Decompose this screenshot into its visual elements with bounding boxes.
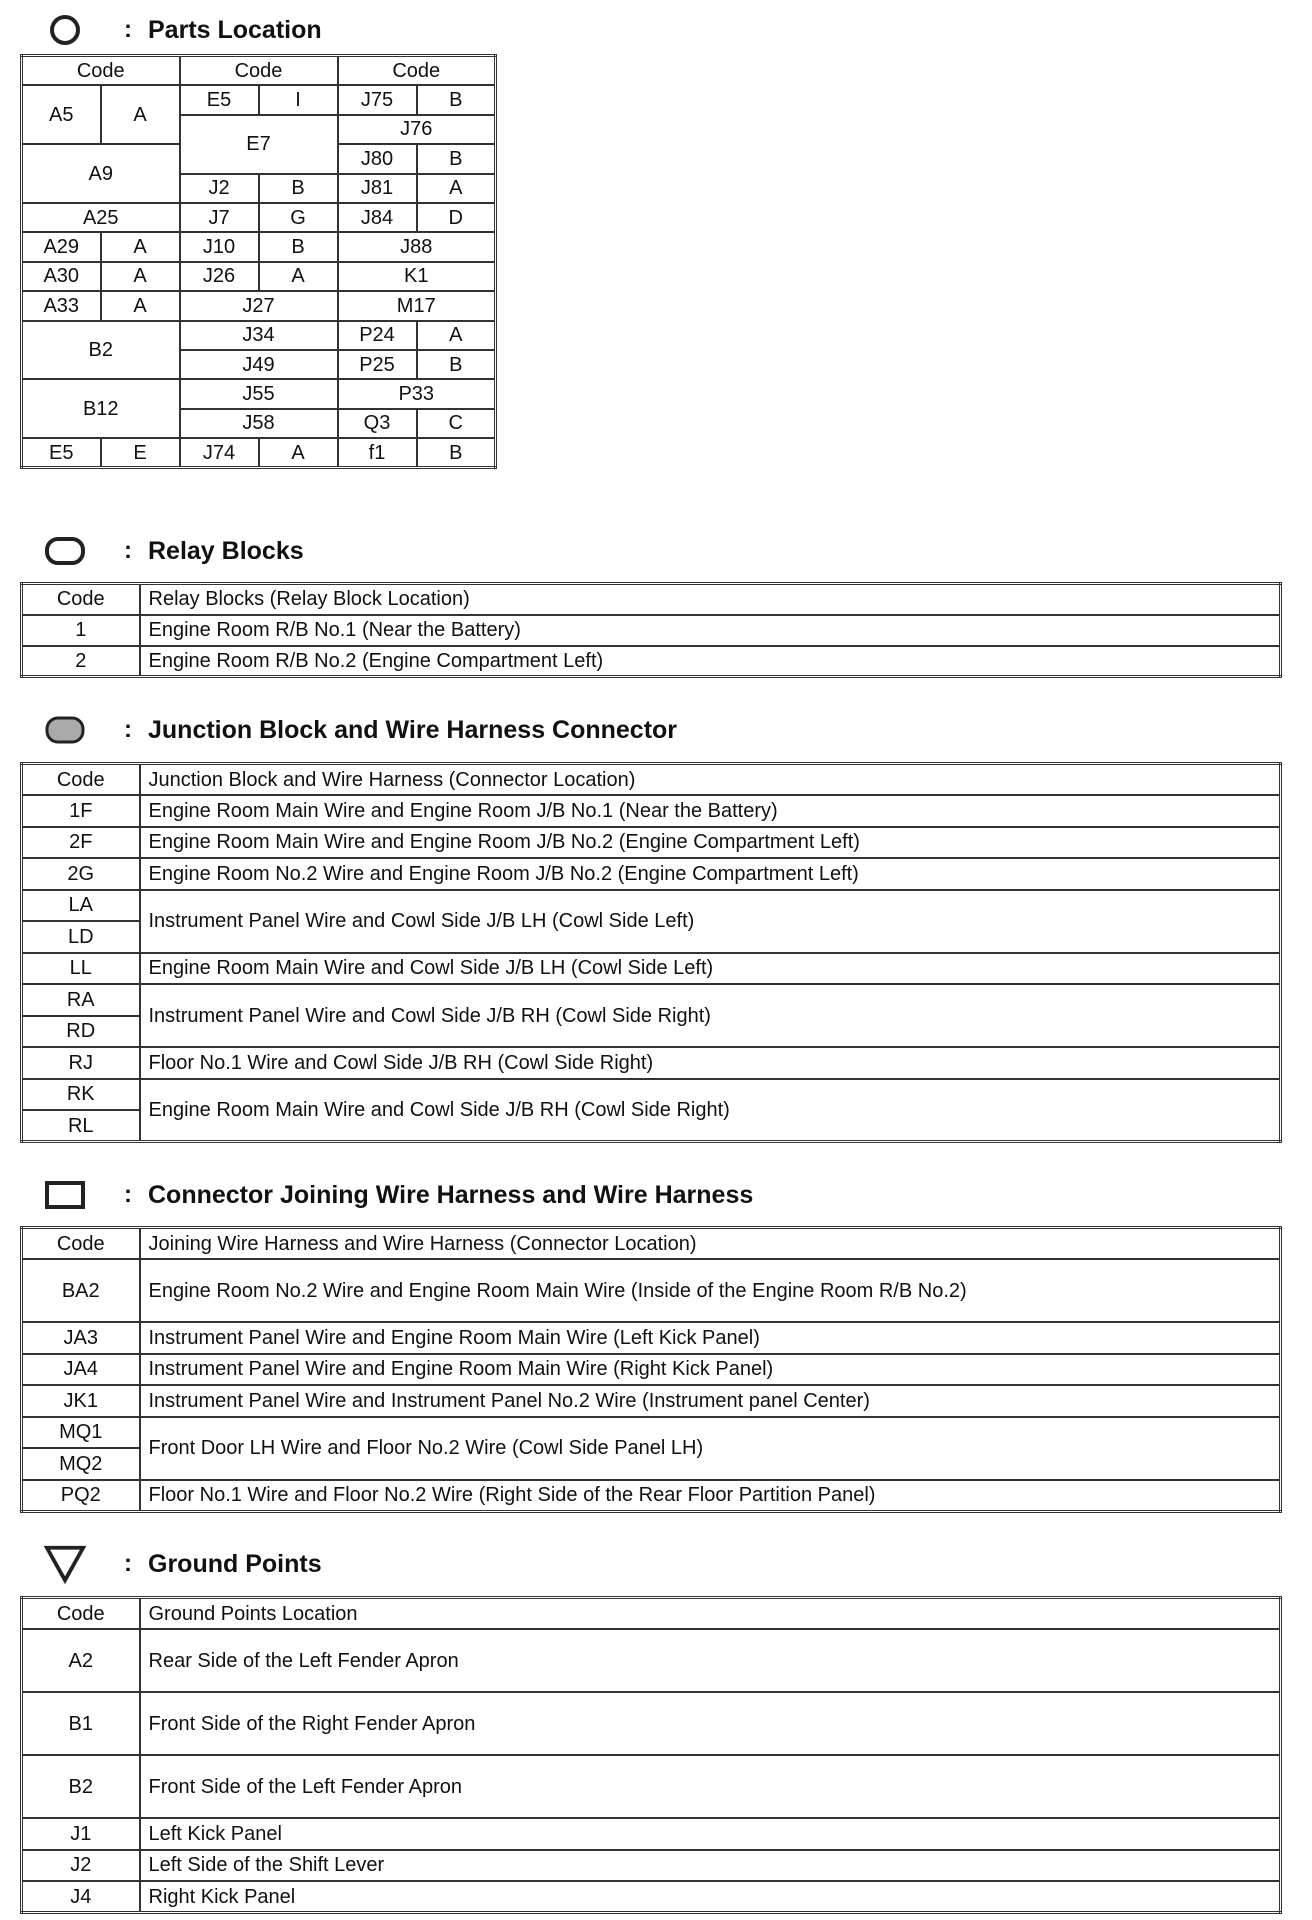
code-cell: J74 [180,438,259,468]
code-cell: A33 [22,291,101,320]
letter-cell: B [259,174,338,203]
rounded-rect-icon [44,533,86,569]
code-cell: B2 [22,1755,140,1818]
table-row [22,1354,1281,1386]
desc-cell: Left Kick Panel [140,1818,1281,1850]
code-cell: 2G [22,858,140,890]
letter-cell: A [101,85,180,144]
desc-cell: Left Side of the Shift Lever [140,1850,1281,1882]
table-header-row [22,584,1281,615]
code-cell: J7 [180,203,259,232]
table-header-row [22,1598,1281,1630]
colon: : [124,1181,132,1208]
code-cell: J4 [22,1881,140,1913]
ground-points-title: Ground Points [148,1549,322,1578]
code-cell: P25 [338,350,417,379]
letter-cell: B [417,85,496,114]
code-cell: JA4 [22,1354,140,1386]
code-cell: RK [22,1079,140,1111]
header-cell: Code [22,56,180,86]
header-desc-cell: Relay Blocks (Relay Block Location) [140,584,1281,615]
letter-cell: B [259,232,338,261]
table-row [22,291,496,320]
desc-cell: Front Side of the Right Fender Apron [140,1692,1281,1755]
table-row [22,379,496,408]
code-cell: A25 [22,203,180,232]
table-row [22,1259,1281,1322]
letter-cell: A [417,174,496,203]
desc-cell: Engine Room No.2 Wire and Engine Room J/B No.2 (Engine Compartment Left) [140,858,1281,890]
table-row [22,321,496,350]
desc-cell: Front Side of the Left Fender Apron [140,1755,1281,1818]
code-cell: RA [22,984,140,1016]
desc-cell: Floor No.1 Wire and Cowl Side J/B RH (Cowl Side Right) [140,1047,1281,1079]
header-code-cell: Code [22,764,140,796]
table-row [22,984,1281,1016]
parts-location-table [20,54,497,469]
header-cell: Code [338,56,496,86]
parts-location-header [44,12,322,48]
header-desc-cell: Junction Block and Wire Harness (Connector Location) [140,764,1281,796]
desc-cell: Engine Room Main Wire and Cowl Side J/B LH (Cowl Side Left) [140,953,1281,985]
junction-block-table [20,762,1282,1143]
colon: : [124,1550,132,1577]
code-cell: MQ2 [22,1448,140,1480]
code-cell: Q3 [338,409,417,438]
letter-cell: E [101,438,180,468]
code-cell: PQ2 [22,1480,140,1512]
table-row [22,953,1281,985]
code-cell: M17 [338,291,496,320]
header-code-cell: Code [22,1598,140,1630]
desc-cell: Instrument Panel Wire and Cowl Side J/B RH (Cowl Side Right) [140,984,1281,1047]
desc-cell: Floor No.1 Wire and Floor No.2 Wire (Right Side of the Rear Floor Partition Panel) [140,1480,1281,1512]
table-row [22,858,1281,890]
connector-header [44,1177,753,1213]
colon: : [124,716,132,743]
code-cell: 1 [22,615,140,646]
code-cell: LD [22,921,140,953]
code-cell: B1 [22,1692,140,1755]
code-cell: J55 [180,379,338,408]
code-cell: J34 [180,321,338,350]
code-cell: J76 [338,115,496,144]
desc-cell: Engine Room R/B No.2 (Engine Compartment Left) [140,646,1281,677]
letter-cell: C [417,409,496,438]
letter-cell: I [259,85,338,114]
table-row [22,56,496,86]
code-cell: K1 [338,262,496,291]
desc-cell: Engine Room Main Wire and Engine Room J/B No.1 (Near the Battery) [140,795,1281,827]
table-row [22,890,1281,922]
parts-location-title: Parts Location [148,15,322,44]
code-cell: BA2 [22,1259,140,1322]
code-cell: E5 [22,438,101,468]
table-row [22,85,496,114]
square-icon [44,1177,86,1213]
code-cell: J80 [338,144,417,173]
ground-points-header [44,1546,322,1582]
colon: : [124,537,132,564]
letter-cell: B [417,144,496,173]
table-row [22,827,1281,859]
table-row [22,1079,1281,1111]
triangle-icon [44,1546,86,1582]
table-row [22,1881,1281,1913]
code-cell: J10 [180,232,259,261]
header-desc-cell: Ground Points Location [140,1598,1281,1630]
code-cell: J58 [180,409,338,438]
table-row [22,1480,1281,1512]
table-row [22,232,496,261]
relay-blocks-title: Relay Blocks [148,536,304,565]
desc-cell: Front Door LH Wire and Floor No.2 Wire (Cowl Side Panel LH) [140,1417,1281,1480]
code-cell: B2 [22,321,180,380]
table-row [22,1385,1281,1417]
code-cell: RD [22,1016,140,1048]
code-cell: f1 [338,438,417,468]
table-row [22,1629,1281,1692]
letter-cell: D [417,203,496,232]
desc-cell: Engine Room Main Wire and Engine Room J/B No.2 (Engine Compartment Left) [140,827,1281,859]
code-cell: J26 [180,262,259,291]
code-cell: JK1 [22,1385,140,1417]
code-cell: A2 [22,1629,140,1692]
code-cell: J88 [338,232,496,261]
code-cell: A29 [22,232,101,261]
code-cell: 1F [22,795,140,827]
code-cell: J2 [180,174,259,203]
header-cell: Code [180,56,338,86]
shaded-rounded-rect-icon [44,712,86,748]
desc-cell: Engine Room R/B No.1 (Near the Battery) [140,615,1281,646]
code-cell: P24 [338,321,417,350]
header-desc-cell: Joining Wire Harness and Wire Harness (Connector Location) [140,1228,1281,1260]
desc-cell: Instrument Panel Wire and Engine Room Main Wire (Right Kick Panel) [140,1354,1281,1386]
table-row [22,646,1281,677]
table-row [22,1692,1281,1755]
table-header-row [22,764,1281,796]
desc-cell: Instrument Panel Wire and Instrument Panel No.2 Wire (Instrument panel Center) [140,1385,1281,1417]
table-row [22,795,1281,827]
letter-cell: G [259,203,338,232]
relay-blocks-header [44,533,304,569]
desc-cell: Instrument Panel Wire and Cowl Side J/B LH (Cowl Side Left) [140,890,1281,953]
desc-cell: Engine Room Main Wire and Cowl Side J/B RH (Cowl Side Right) [140,1079,1281,1142]
table-row [22,1417,1281,1449]
letter-cell: A [101,262,180,291]
code-cell: A5 [22,85,101,144]
code-cell: A9 [22,144,180,203]
code-cell: J27 [180,291,338,320]
table-row [22,615,1281,646]
table-header-row [22,1228,1281,1260]
code-cell: J2 [22,1850,140,1882]
table-row [22,203,496,232]
code-cell: P33 [338,379,496,408]
table-row [22,438,496,468]
letter-cell: A [417,321,496,350]
code-cell: RJ [22,1047,140,1079]
code-cell: LL [22,953,140,985]
desc-cell: Instrument Panel Wire and Engine Room Main Wire (Left Kick Panel) [140,1322,1281,1354]
letter-cell: B [417,438,496,468]
letter-cell: A [101,291,180,320]
circle-icon [44,12,86,48]
code-cell: 2 [22,646,140,677]
code-cell: J84 [338,203,417,232]
letter-cell: A [259,438,338,468]
code-cell: J75 [338,85,417,114]
header-code-cell: Code [22,1228,140,1260]
header-code-cell: Code [22,584,140,615]
code-cell: J81 [338,174,417,203]
desc-cell: Rear Side of the Left Fender Apron [140,1629,1281,1692]
table-row [22,1818,1281,1850]
connector-title: Connector Joining Wire Harness and Wire Harness [148,1180,754,1209]
letter-cell: A [259,262,338,291]
relay-blocks-table [20,582,1282,678]
code-cell: JA3 [22,1322,140,1354]
ground-points-table [20,1596,1282,1914]
table-row [22,1850,1281,1882]
code-cell: LA [22,890,140,922]
letter-cell: B [417,350,496,379]
code-cell: RL [22,1110,140,1142]
code-cell: E7 [180,115,338,174]
code-cell: E5 [180,85,259,114]
table-row [22,1322,1281,1354]
code-cell: 2F [22,827,140,859]
colon: : [124,16,132,43]
connector-table [20,1226,1282,1513]
letter-cell: A [101,232,180,261]
code-cell: MQ1 [22,1417,140,1449]
junction-block-title: Junction Block and Wire Harness Connector [148,715,678,744]
code-cell: A30 [22,262,101,291]
code-cell: B12 [22,379,180,438]
code-cell: J1 [22,1818,140,1850]
junction-block-header [44,712,677,748]
desc-cell: Engine Room No.2 Wire and Engine Room Main Wire (Inside of the Engine Room R/B No.2) [140,1259,1281,1322]
table-row [22,262,496,291]
code-cell: J49 [180,350,338,379]
table-row [22,1047,1281,1079]
table-row [22,1755,1281,1818]
desc-cell: Right Kick Panel [140,1881,1281,1913]
